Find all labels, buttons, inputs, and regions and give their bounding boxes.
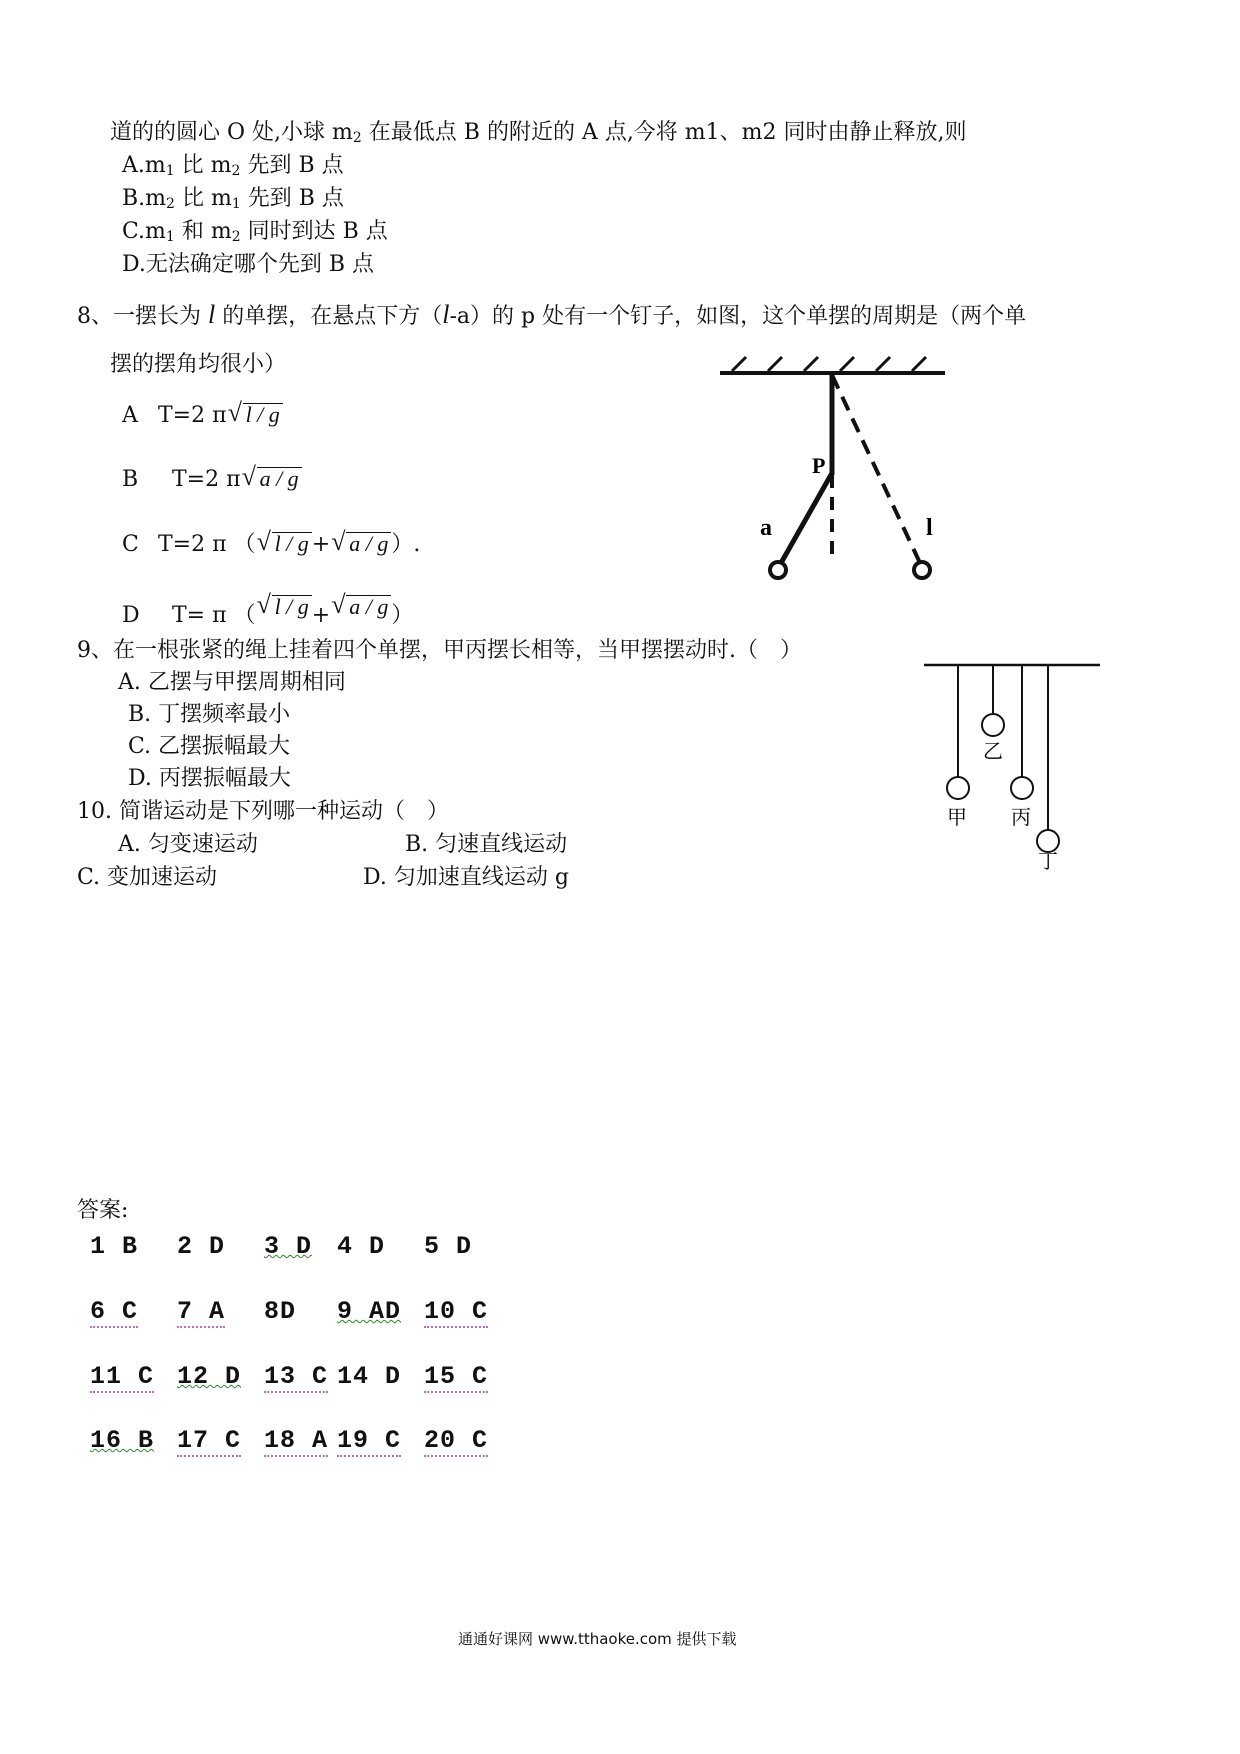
answer-item: 13 C [264, 1362, 329, 1391]
q9-option-d: D. 丙摆振幅最大 [128, 766, 291, 791]
q10-option-b: B. 匀速直线运动 [405, 832, 568, 857]
q8-stem-line2: 摆的摆角均很小） [110, 352, 287, 377]
answer-item: 18 A [264, 1426, 329, 1455]
long-swing-dashed-line [832, 375, 920, 563]
answer-item: 10 C [424, 1297, 489, 1326]
label-ding: 丁 [1038, 849, 1058, 870]
answer-item: 11 C [90, 1362, 155, 1391]
pendulum-yi-bob [982, 714, 1004, 736]
answer-item: 20 C [424, 1426, 489, 1455]
q10-stem: 10. 简谐运动是下列哪一种运动（ ） [77, 799, 449, 824]
label-p: P [812, 453, 826, 478]
q7-option-b: $B.m_2$ 比 $m_1$ 先到 B 点 [122, 186, 344, 212]
answer-item: 16 B [90, 1426, 155, 1455]
q7-stem-continuation: 道的的圆心 O 处,小球 $m_2$ 在最低点 B 的附近的 A 点,今将 m1、m2 同时由静止释放,则 [110, 120, 967, 146]
q9-pendulums-figure [918, 650, 1108, 870]
q7-option-c: $C.m_1$ 和 $m_2$ 同时到达 B 点 [122, 219, 388, 245]
q8-stem: 8、一摆长为 l 的单摆，在悬点下方（l-a）的 p 处有一个钉子，如图，这个单摆的周期是（两个单 [77, 300, 1027, 329]
q9-option-a: A. 乙摆与甲摆周期相同 [118, 670, 346, 695]
answer-item: 19 C [337, 1426, 402, 1455]
answer-item: 12 D [177, 1362, 242, 1391]
bob-l [914, 562, 930, 578]
short-swing-string [781, 473, 832, 563]
label-jia: 甲 [947, 805, 967, 829]
answer-item: 7 A [177, 1297, 226, 1326]
answer-item: 14 D [337, 1362, 402, 1391]
q10-option-a: A. 匀变速运动 [118, 832, 258, 857]
q9-option-b: B. 丁摆频率最小 [128, 702, 291, 727]
label-a: a [760, 515, 772, 541]
answer-item: 2 D [177, 1232, 226, 1261]
answer-item: 15 C [424, 1362, 489, 1391]
q8-option-a: A T=2 π√ l / g [122, 403, 283, 427]
answer-item: 6 C [90, 1297, 139, 1326]
answer-item: 8D [264, 1297, 297, 1326]
answers-heading: 答案: [77, 1198, 129, 1223]
q7-option-a: $A.m_1$ 比 $m_2$ 先到 B 点 [122, 153, 344, 179]
q7-option-d: D.无法确定哪个先到 B 点 [122, 252, 375, 277]
page-footer: 通通好课网 www.tthaoke.com 提供下载 [458, 1630, 737, 1648]
q9-option-c: C. 乙摆振幅最大 [128, 734, 291, 759]
q10-option-c: C. 变加速运动 [77, 865, 218, 890]
answer-item: 3 D [264, 1232, 313, 1261]
pendulum-jia-bob [947, 777, 969, 799]
label-l: l [926, 515, 933, 541]
q8-option-c: C T=2 π （√ l / g +√ a / g ）. [122, 532, 420, 556]
ceiling-hatch [732, 357, 926, 371]
q8-pendulum-figure [700, 345, 960, 595]
answer-item: 1 B [90, 1232, 139, 1261]
q10-option-d: D. 匀加速直线运动 g [363, 865, 569, 890]
answer-item: 4 D [337, 1232, 386, 1261]
answer-item: 17 C [177, 1426, 242, 1455]
answer-item: 5 D [424, 1232, 473, 1261]
q8-option-b: B T=2 π√ a / g [122, 467, 302, 491]
label-yi: 乙 [983, 739, 1003, 763]
q9-stem: 9、在一根张紧的绳上挂着四个单摆，甲丙摆长相等，当甲摆摆动时.（ ） [77, 638, 802, 663]
q8-option-d: D T= π （√ l / g +√ a / g ） [122, 603, 413, 627]
bob-a [770, 562, 786, 578]
pendulum-bing-bob [1011, 777, 1033, 799]
answer-item: 9 AD [337, 1297, 402, 1326]
label-bing: 丙 [1011, 805, 1031, 829]
